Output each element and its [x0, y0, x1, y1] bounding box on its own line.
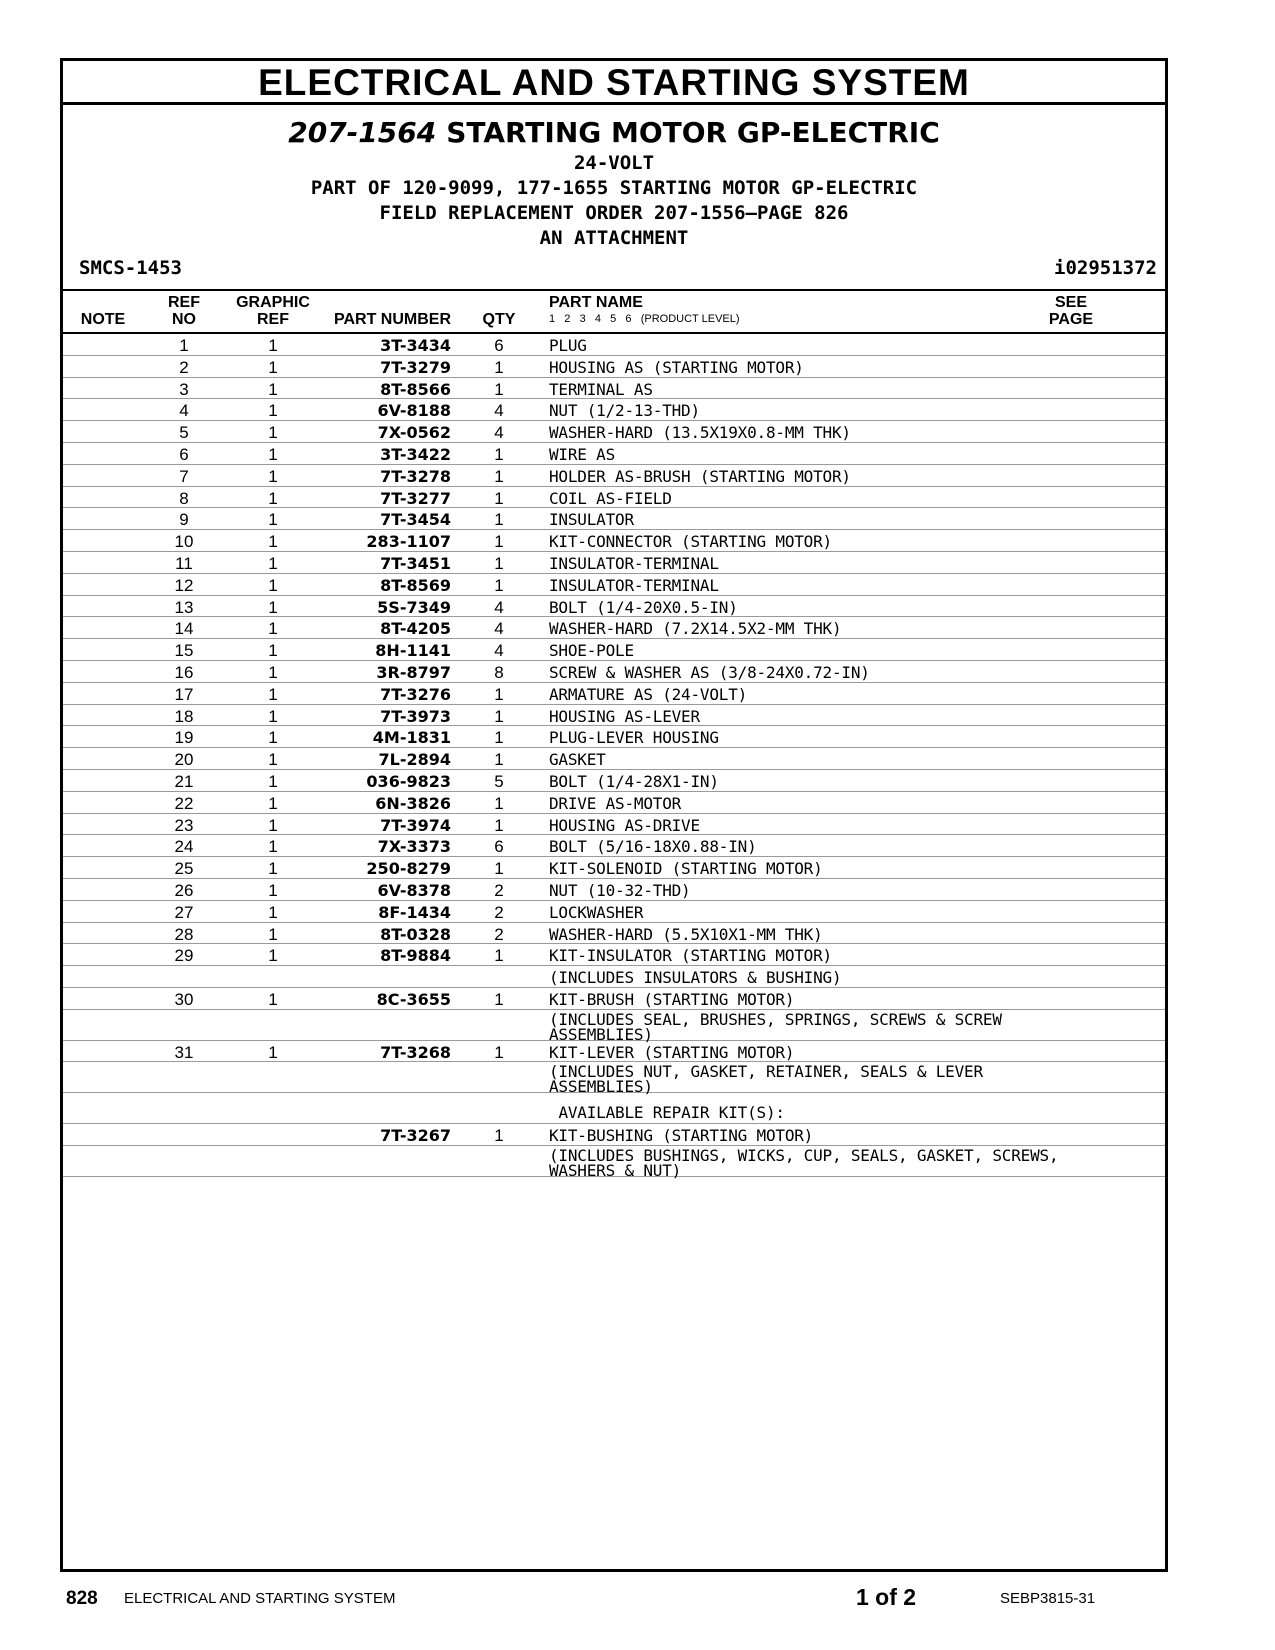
table-row — [63, 574, 1165, 596]
part-name-cell: KIT-LEVER (STARTING MOTOR) — [549, 1042, 795, 1062]
ref-no-cell: 11 — [175, 553, 193, 573]
part-number-cell: 7T-3277 — [380, 488, 451, 508]
graphic-ref-cell: 1 — [268, 575, 278, 595]
table-row — [63, 552, 1165, 574]
qty-cell: 6 — [494, 336, 504, 355]
ref-no-cell: 15 — [174, 641, 194, 661]
part-name-cell: WASHER-HARD (5.5X10X1-MM THK) — [549, 924, 823, 944]
table-row — [63, 726, 1165, 748]
table-row — [63, 356, 1165, 378]
col-part-number: PART NUMBER — [333, 311, 451, 328]
part-number-cell: 7T-3974 — [380, 815, 451, 835]
part-name-cell: TERMINAL AS — [549, 379, 653, 399]
part-name-cell: INSULATOR — [549, 510, 634, 530]
table-row — [63, 487, 1165, 509]
ref-no-cell: 19 — [174, 728, 194, 748]
part-number-cell: 8T-0328 — [380, 924, 451, 944]
table-row — [63, 465, 1165, 487]
part-name-cell: INSULATOR-TERMINAL — [549, 575, 719, 595]
qty-cell: 2 — [494, 902, 504, 922]
graphic-ref-cell: 1 — [268, 662, 278, 682]
qty-cell: 1 — [494, 1125, 504, 1145]
qty-cell: 1 — [494, 815, 504, 835]
ref-no-cell: 10 — [174, 532, 194, 552]
ref-no-cell: 31 — [174, 1042, 194, 1062]
col-graphic-ref: GRAPHIC REF — [236, 294, 310, 328]
product-level-label: 1 2 3 4 5 6 (PRODUCT LEVEL) — [549, 313, 740, 325]
illustration-id: i02951372 — [1054, 257, 1157, 279]
qty-cell: 4 — [494, 597, 504, 617]
qty-cell: 1 — [494, 793, 504, 813]
table-row — [63, 1009, 1165, 1044]
part-number-cell: 5S-7349 — [377, 597, 451, 617]
part-name-cell: PLUG — [549, 336, 587, 355]
part-name-cell: WASHER-HARD (7.2X14.5X2-MM THK) — [549, 619, 842, 639]
part-number-cell: 8F-1434 — [378, 902, 451, 922]
page-footer — [0, 1580, 1275, 1620]
table-row — [63, 770, 1165, 792]
table-row — [63, 1093, 1165, 1124]
part-number-cell: 3T-3434 — [380, 336, 451, 355]
table-row — [63, 683, 1165, 705]
graphic-ref-cell: 1 — [268, 837, 278, 857]
part-number-cell: 7T-3451 — [380, 553, 451, 573]
ref-no-cell: 29 — [174, 946, 194, 966]
graphic-ref-cell: 1 — [268, 488, 278, 508]
graphic-ref-cell: 1 — [268, 619, 278, 639]
part-name-cell: DRIVE AS-MOTOR — [549, 793, 682, 813]
table-row — [63, 792, 1165, 814]
graphic-ref-cell: 1 — [268, 771, 278, 791]
qty-cell: 1 — [494, 488, 504, 508]
part-of-line: PART OF 120-9099, 177-1655 STARTING MOTOR GP-ELECTRIC — [310, 177, 918, 199]
ref-no-cell: 12 — [174, 575, 194, 595]
part-number-cell: 250-8279 — [366, 859, 451, 879]
ref-no-cell: 27 — [174, 902, 194, 922]
graphic-ref-cell: 1 — [268, 946, 278, 966]
part-number-cell: 8T-9884 — [380, 946, 451, 966]
part-name-cell: WIRE AS — [549, 444, 616, 464]
ref-no-cell: 22 — [174, 793, 194, 813]
ref-no-cell: 5 — [179, 423, 189, 443]
part-number-cell: 3T-3422 — [380, 444, 451, 464]
part-name-cell: KIT-CONNECTOR (STARTING MOTOR) — [549, 532, 832, 552]
attachment-line: AN ATTACHMENT — [539, 227, 689, 249]
part-number-cell: 7L-2894 — [378, 750, 451, 770]
graphic-ref-cell: 1 — [268, 684, 278, 704]
footer-section-title: ELECTRICAL AND STARTING SYSTEM — [124, 1590, 396, 1607]
ref-no-cell: 4 — [179, 401, 189, 421]
ref-no-cell: 13 — [174, 597, 194, 617]
ref-no-cell: 21 — [174, 771, 194, 791]
qty-cell: 6 — [494, 837, 504, 857]
graphic-ref-cell: 1 — [268, 336, 278, 355]
qty-cell: 1 — [494, 750, 504, 770]
graphic-ref-cell: 1 — [268, 902, 278, 922]
part-name-cell: PLUG-LEVER HOUSING — [549, 728, 719, 748]
part-name-cell: ARMATURE AS (24-VOLT) — [549, 684, 748, 704]
part-name-cell: HOLDER AS-BRUSH (STARTING MOTOR) — [549, 466, 851, 486]
qty-cell: 2 — [494, 880, 504, 900]
qty-cell: 1 — [494, 466, 504, 486]
page-number: 828 — [66, 1588, 98, 1609]
table-row — [63, 508, 1165, 530]
graphic-ref-cell: 1 — [268, 793, 278, 813]
table-row — [63, 530, 1165, 552]
table-row — [63, 334, 1165, 356]
part-number-cell: 8T-4205 — [380, 619, 451, 639]
ref-no-cell: 7 — [179, 466, 189, 486]
qty-cell: 1 — [494, 946, 504, 966]
table-row — [63, 421, 1165, 443]
publication-id: SEBP3815-31 — [1000, 1590, 1096, 1607]
ref-no-cell: 24 — [174, 837, 194, 857]
table-row — [63, 617, 1165, 639]
page-count: 1 of 2 — [856, 1584, 917, 1610]
col-part-name: PART NAME 1 2 3 4 5 6 (PRODUCT LEVEL) — [549, 294, 849, 328]
graphic-ref-cell: 1 — [268, 423, 278, 443]
ref-no-cell: 6 — [179, 444, 189, 464]
qty-cell: 4 — [494, 423, 504, 443]
part-name-cell: COIL AS-FIELD — [549, 488, 672, 508]
graphic-ref-cell: 1 — [268, 510, 278, 530]
qty-cell: 4 — [494, 619, 504, 639]
table-row — [63, 596, 1165, 618]
qty-cell: 4 — [494, 641, 504, 661]
graphic-ref-cell: 1 — [268, 750, 278, 770]
graphic-ref-cell: 1 — [268, 444, 278, 464]
part-name-cell: HOUSING AS-LEVER — [549, 706, 700, 726]
qty-cell: 1 — [494, 444, 504, 464]
part-name-cell: HOUSING AS (STARTING MOTOR) — [549, 357, 804, 377]
qty-cell: 1 — [494, 706, 504, 726]
qty-cell: 5 — [494, 771, 504, 791]
part-name-cell: KIT-INSULATOR (STARTING MOTOR) — [549, 946, 832, 966]
ref-no-cell: 18 — [174, 706, 194, 726]
part-number-cell: 7T-3267 — [380, 1125, 451, 1145]
table-row — [63, 857, 1165, 879]
part-number-cell: 7T-3278 — [380, 466, 451, 486]
table-row — [63, 748, 1165, 770]
table-row — [63, 835, 1165, 857]
table-row — [63, 1041, 1165, 1063]
part-name-cell: HOUSING AS-DRIVE — [549, 815, 700, 835]
part-name-cell: BOLT (1/4-20X0.5-IN) — [549, 597, 738, 617]
part-name-cell: KIT-BRUSH (STARTING MOTOR) — [549, 989, 795, 1009]
part-number-cell: 4M-1831 — [372, 728, 451, 748]
graphic-ref-cell: 1 — [268, 728, 278, 748]
qty-cell: 1 — [494, 553, 504, 573]
part-number-cell: 7T-3279 — [380, 357, 451, 377]
qty-cell: 2 — [494, 924, 504, 944]
table-row — [63, 814, 1165, 836]
qty-cell: 1 — [494, 684, 504, 704]
part-number-cell: 7T-3276 — [380, 684, 451, 704]
part-number-cell: 6V-8378 — [377, 880, 451, 900]
part-number-cell: 3R-8797 — [376, 662, 451, 682]
part-number-cell: 8T-8566 — [380, 379, 451, 399]
part-name-cell: WASHER-HARD (13.5X19X0.8-MM THK) — [549, 423, 851, 443]
part-name-cell: (INCLUDES INSULATORS & BUSHING) — [549, 968, 842, 988]
qty-cell: 1 — [494, 575, 504, 595]
part-number-cell: 7T-3454 — [380, 510, 451, 530]
ref-no-cell: 25 — [174, 859, 194, 879]
group-title — [63, 115, 1165, 151]
part-number-cell: 7X-3373 — [377, 837, 451, 857]
part-number-cell: 7T-3973 — [380, 706, 451, 726]
table-row — [63, 1062, 1165, 1097]
part-name-cell: KIT-SOLENOID (STARTING MOTOR) — [549, 859, 823, 879]
group-heading — [63, 115, 1165, 251]
qty-cell: 1 — [494, 728, 504, 748]
ref-no-cell: 14 — [174, 619, 194, 639]
ref-no-cell: 26 — [174, 880, 194, 900]
part-number-cell: 8H-1141 — [375, 641, 451, 661]
part-number-cell: 283-1107 — [366, 532, 451, 552]
qty-cell: 1 — [494, 532, 504, 552]
field-replacement-line: FIELD REPLACEMENT ORDER 207-1556—PAGE 826 — [379, 202, 849, 224]
graphic-ref-cell: 1 — [268, 815, 278, 835]
table-row — [63, 378, 1165, 400]
ref-no-cell: 3 — [179, 379, 189, 399]
group-name: STARTING MOTOR GP-ELECTRIC — [446, 116, 940, 149]
part-number-cell: 6V-8188 — [377, 401, 451, 421]
table-row — [63, 639, 1165, 661]
graphic-ref-cell: 1 — [268, 706, 278, 726]
table-row — [63, 443, 1165, 465]
part-name-cell: NUT (1/2-13-THD) — [549, 401, 700, 421]
graphic-ref-cell: 1 — [268, 641, 278, 661]
part-name-cell: SCREW & WASHER AS (3/8-24X0.72-IN) — [549, 662, 870, 682]
part-number-cell: 036-9823 — [366, 771, 451, 791]
table-row — [63, 661, 1165, 683]
graphic-ref-cell: 1 — [268, 880, 278, 900]
part-name-cell: (INCLUDES BUSHINGS, WICKS, CUP, SEALS, GASKET, SCREWS, WASHERS & NUT) — [549, 1145, 1068, 1180]
ref-no-cell: 2 — [179, 357, 189, 377]
smcs-code: SMCS-1453 — [79, 257, 182, 279]
table-row — [63, 923, 1165, 945]
graphic-ref-cell: 1 — [268, 859, 278, 879]
graphic-ref-cell: 1 — [268, 597, 278, 617]
table-row — [63, 1145, 1165, 1180]
col-ref-no: REF NO — [168, 294, 200, 328]
qty-cell: 4 — [494, 401, 504, 421]
table-row — [63, 879, 1165, 901]
part-number-cell: 7X-0562 — [377, 423, 451, 443]
part-number-cell: 8C-3655 — [376, 989, 451, 1009]
ref-no-cell: 20 — [174, 750, 194, 770]
graphic-ref-cell: 1 — [268, 989, 278, 1009]
qty-cell: 1 — [494, 859, 504, 879]
graphic-ref-cell: 1 — [268, 532, 278, 552]
parts-page-frame — [60, 58, 1168, 1572]
table-row — [63, 944, 1165, 966]
ref-no-cell: 23 — [174, 815, 194, 835]
ref-no-cell: 1 — [179, 336, 189, 355]
table-row — [63, 1124, 1165, 1146]
table-row — [63, 966, 1165, 988]
ref-no-cell: 9 — [179, 510, 189, 530]
part-name-cell: AVAILABLE REPAIR KIT(S): — [549, 1103, 785, 1123]
part-number-cell: 6N-3826 — [375, 793, 451, 813]
table-row — [63, 901, 1165, 923]
qty-cell: 1 — [494, 1042, 504, 1062]
table-row — [63, 705, 1165, 727]
part-name-cell: GASKET — [549, 750, 606, 770]
graphic-ref-cell: 1 — [268, 1042, 278, 1062]
qty-cell: 1 — [494, 510, 504, 530]
qty-cell: 1 — [494, 379, 504, 399]
col-see-page: SEE PAGE — [1048, 294, 1094, 328]
voltage-line: 24-VOLT — [573, 152, 655, 174]
part-number-cell: 7T-3268 — [380, 1042, 451, 1062]
qty-cell: 1 — [494, 357, 504, 377]
graphic-ref-cell: 1 — [268, 357, 278, 377]
part-name-cell: (INCLUDES SEAL, BRUSHES, SPRINGS, SCREWS & SCREW ASSEMBLIES) — [549, 1009, 1012, 1044]
part-name-cell: BOLT (1/4-28X1-IN) — [549, 771, 719, 791]
part-name-cell: LOCKWASHER — [549, 902, 644, 922]
section-title: ELECTRICAL AND STARTING SYSTEM — [63, 61, 1165, 105]
graphic-ref-cell: 1 — [268, 379, 278, 399]
qty-cell: 1 — [494, 989, 504, 1009]
part-name-cell: (INCLUDES NUT, GASKET, RETAINER, SEALS & LEVER ASSEMBLIES) — [549, 1062, 993, 1097]
qty-cell: 8 — [494, 662, 504, 682]
part-name-cell: INSULATOR-TERMINAL — [549, 553, 719, 573]
group-number: 207-1564 — [288, 116, 437, 149]
table-row — [63, 399, 1165, 421]
col-note: NOTE — [80, 311, 126, 328]
parts-list — [63, 334, 1165, 1180]
part-name-cell: NUT (10-32-THD) — [549, 880, 691, 900]
part-name-cell: BOLT (5/16-18X0.88-IN) — [549, 837, 757, 857]
graphic-ref-cell: 1 — [268, 466, 278, 486]
part-name-cell: KIT-BUSHING (STARTING MOTOR) — [549, 1125, 814, 1145]
table-row — [63, 988, 1165, 1010]
ref-no-cell: 16 — [174, 662, 194, 682]
col-qty: QTY — [482, 311, 516, 328]
graphic-ref-cell: 1 — [268, 924, 278, 944]
graphic-ref-cell: 1 — [268, 401, 278, 421]
ref-no-cell: 30 — [174, 989, 194, 1009]
column-headers — [63, 291, 1165, 334]
graphic-ref-cell: 1 — [268, 553, 278, 573]
part-name-cell: SHOE-POLE — [549, 641, 634, 661]
ref-no-cell: 8 — [179, 488, 189, 508]
part-number-cell: 8T-8569 — [380, 575, 451, 595]
ref-no-cell: 17 — [174, 684, 194, 704]
ref-no-cell: 28 — [174, 924, 194, 944]
